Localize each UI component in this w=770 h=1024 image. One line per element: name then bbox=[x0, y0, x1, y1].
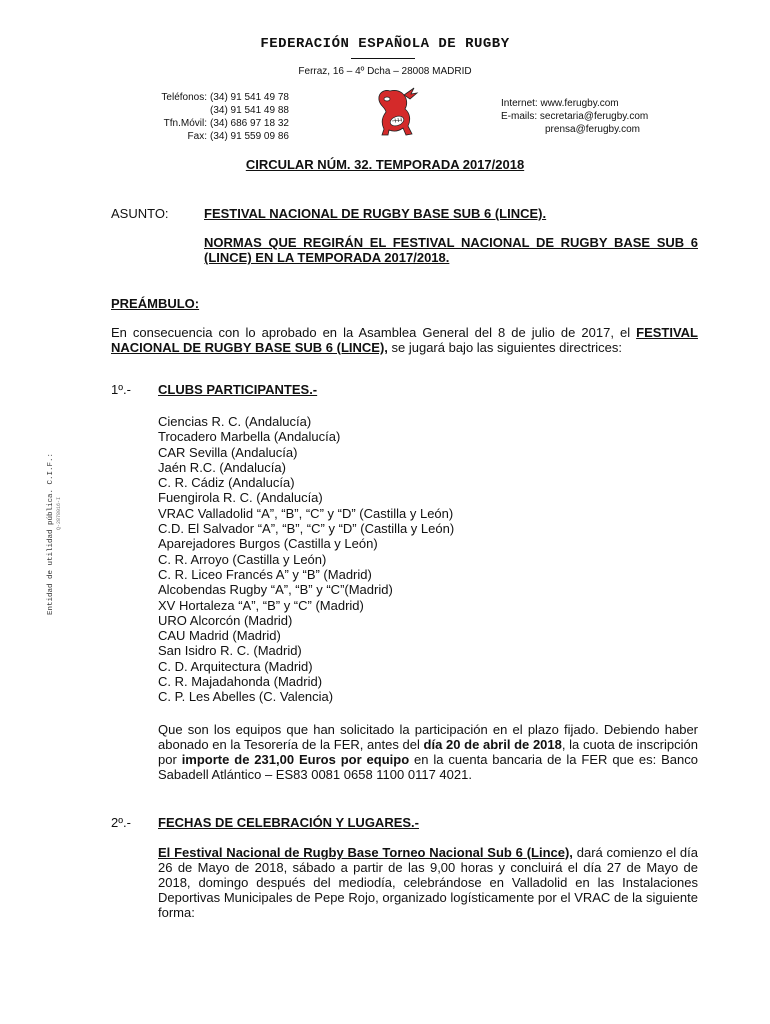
festival-name-bold: El Festival Nacional de Rugby Base Torneo Nacional Sub 6 (Lince), bbox=[158, 845, 573, 860]
phone-row bbox=[120, 117, 304, 130]
payment-deadline: día 20 de abril de 2018 bbox=[423, 737, 562, 752]
section-1-payment-paragraph bbox=[158, 722, 698, 782]
contact-web bbox=[501, 97, 701, 136]
list-item: C. R. Cádiz (Andalucía) bbox=[158, 475, 295, 491]
cif-number: Q-2878016-I bbox=[56, 496, 62, 530]
list-item: C. P. Les Abelles (C. Valencia) bbox=[158, 689, 334, 705]
list-item: Alcobendas Rugby “A”, “B” y “C”(Madrid) bbox=[158, 582, 393, 598]
list-item: CAU Madrid (Madrid) bbox=[158, 628, 281, 644]
phone-value: (34) 91 541 49 78 bbox=[210, 92, 289, 103]
phone-row bbox=[120, 104, 304, 117]
asunto-label: ASUNTO: bbox=[111, 206, 169, 221]
list-item: Jaén R.C. (Andalucía) bbox=[158, 459, 286, 475]
preambulo-festival-name: FESTIVAL NACIONAL DE RUGBY BASE SUB 6 (LINCE), bbox=[111, 325, 698, 355]
emails-line-2: prensa@ferugby.com bbox=[545, 124, 641, 135]
list-item: San Isidro R. C. (Madrid) bbox=[158, 643, 302, 659]
title-underline bbox=[351, 58, 415, 59]
phone-list bbox=[120, 91, 304, 143]
preambulo-text-after: se jugará bajo las siguientes directrices: bbox=[387, 340, 623, 355]
federation-title: FEDERACIÓN ESPAÑOLA DE RUGBY bbox=[260, 36, 510, 52]
normas-heading: NORMAS QUE REGIRÁN EL FESTIVAL NACIONAL DE RUGBY BASE SUB 6 (LINCE) EN LA TEMPORADA 2017/2018. bbox=[204, 235, 698, 265]
emails-line: E-mails: secretaria@ferugby.com bbox=[501, 111, 649, 122]
list-item: C.D. El Salvador “A”, “B”, “C” y “D” (Castilla y León) bbox=[158, 521, 455, 537]
section-1-number: 1º.- bbox=[111, 382, 131, 397]
list-item: Aparejadores Burgos (Castilla y León) bbox=[158, 536, 378, 552]
payment-text-3: en la cuenta bancaria de la FER que es: Banco Sabadell Atlántico – ES83 0081 0658 1100 0117 4021. bbox=[158, 752, 698, 782]
preambulo-heading: PREÁMBULO: bbox=[111, 296, 200, 311]
list-item: C. R. Majadahonda (Madrid) bbox=[158, 674, 323, 690]
phone-value: (34) 91 541 49 88 bbox=[210, 105, 289, 116]
section-1-title: CLUBS PARTICIPANTES.- bbox=[158, 382, 318, 397]
section-2-paragraph bbox=[158, 845, 698, 920]
federation-address: Ferraz, 16 – 4º Dcha – 28008 MADRID bbox=[298, 66, 472, 77]
section-2-title: FECHAS DE CELEBRACIÓN Y LUGARES.- bbox=[158, 815, 419, 830]
list-item: CAR Sevilla (Andalucía) bbox=[158, 444, 298, 460]
phone-label: Tfn.Móvil: bbox=[163, 118, 207, 129]
list-item: XV Hortaleza “A”, “B” y “C” (Madrid) bbox=[158, 597, 364, 613]
list-item: C. D. Arquitectura (Madrid) bbox=[158, 658, 313, 674]
payment-text-2: , la cuota de inscripción por bbox=[158, 737, 698, 767]
circular-heading: CIRCULAR NÚM. 32. TEMPORADA 2017/2018 bbox=[245, 157, 525, 172]
phone-label: Teléfonos: bbox=[161, 92, 207, 103]
clubs-list bbox=[158, 414, 454, 705]
phone-row bbox=[120, 91, 304, 104]
list-item: Fuengirola R. C. (Andalucía) bbox=[158, 490, 323, 506]
phone-row bbox=[120, 130, 304, 143]
sidebar-legal-note bbox=[47, 425, 61, 615]
preambulo-text-before: En consecuencia con lo aprobado en la Asamblea General del 8 de julio de 2017, el bbox=[111, 325, 637, 340]
internet-line: Internet: www.ferugby.com bbox=[501, 98, 619, 109]
list-item: Ciencias R. C. (Andalucía) bbox=[158, 414, 312, 429]
list-item: C. R. Liceo Francés A” y “B” (Madrid) bbox=[158, 566, 372, 582]
payment-amount: importe de 231,00 Euros por equipo bbox=[181, 752, 410, 767]
list-item: C. R. Arroyo (Castilla y León) bbox=[158, 551, 327, 567]
rugby-lion-logo-icon bbox=[370, 85, 422, 139]
list-item: URO Alcorcón (Madrid) bbox=[158, 612, 293, 628]
section-2-text: dará comienzo el día 26 de Mayo de 2018, sábado a partir de las 9,00 horas y concluirá el día 27 de Mayo de 2018, domingo después del mediodía, celebrándose en Valladolid en las Instalaciones Deportivas Municipales de Pepe Rojo, organizado logísticamente por el VRAC de la siguiente forma: bbox=[158, 845, 698, 920]
asunto-subject: FESTIVAL NACIONAL DE RUGBY BASE SUB 6 (LINCE). bbox=[204, 206, 547, 221]
payment-text-1: Que son los equipos que han solicitado la participación en el plazo fijado. Debiendo haber abonado en la Tesorería de la FER, antes del bbox=[158, 722, 698, 752]
list-item: VRAC Valladolid “A”, “B”, “C” y “D” (Castilla y León) bbox=[158, 505, 454, 521]
phone-label: Fax: bbox=[187, 131, 207, 142]
section-2-number: 2º.- bbox=[111, 815, 131, 830]
legal-entity-note: Entidad de utilidad pública. C.I.F.: bbox=[47, 452, 55, 615]
preambulo-text bbox=[111, 325, 698, 355]
list-item: Trocadero Marbella (Andalucía) bbox=[158, 429, 341, 445]
phone-value: (34) 686 97 18 32 bbox=[210, 118, 289, 129]
phone-value: (34) 91 559 09 86 bbox=[210, 131, 289, 142]
